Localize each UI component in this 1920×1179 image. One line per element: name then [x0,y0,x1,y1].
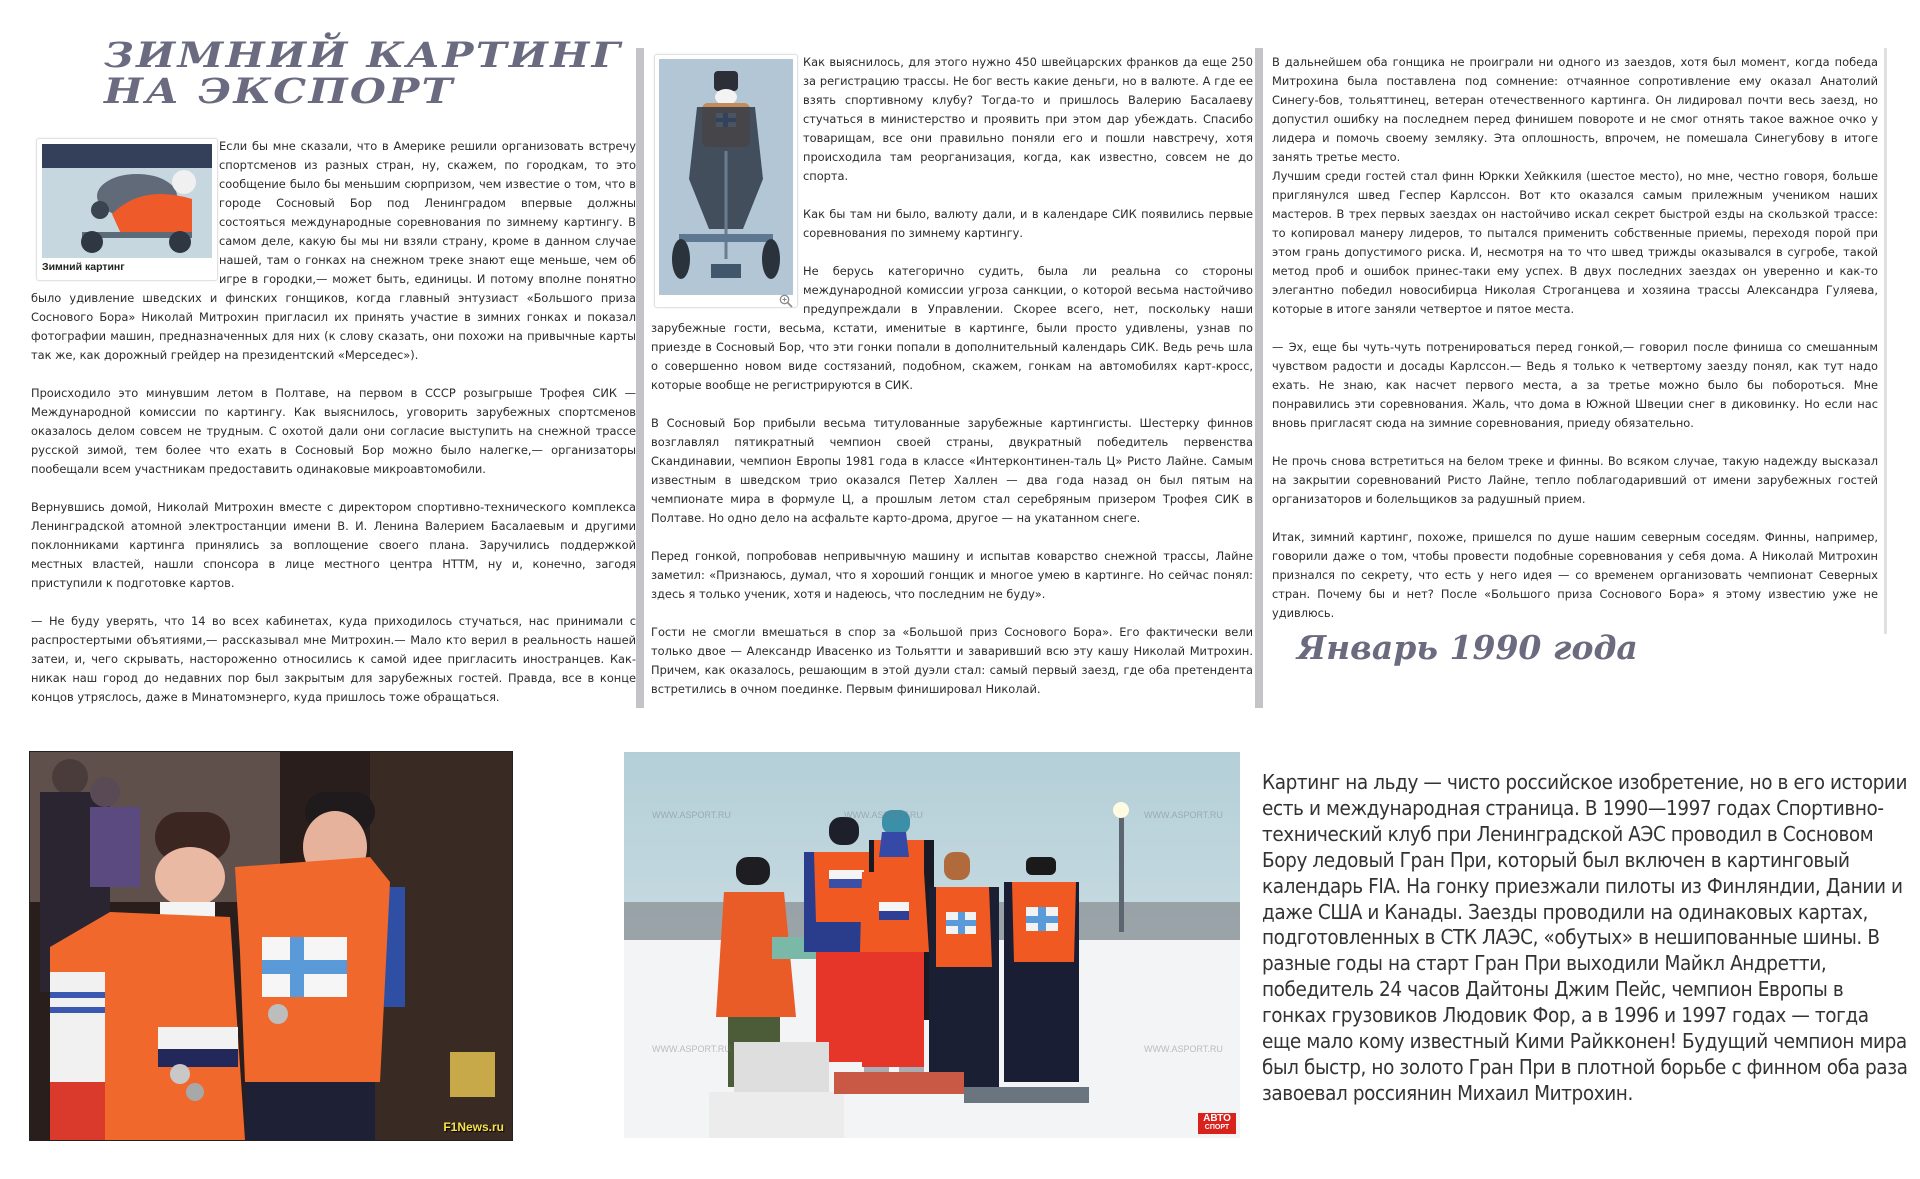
paragraph: Гости не смогли вмешаться в спор за «Большой приз Соснового Бора». Его фактически вели только двое — Александр Ивасенко из Тольятти и заваривший всю эту кашу Николай Митрохин. Причем, как оказалось, решающим в этой дуэли стал: самый первый заезд, где оба претендента встретились в очном поединке. Первым финишировал Николай. [651,625,1253,696]
paragraph: Не прочь снова встретиться на белом треке и финны. Во всяком случае, такую надежду высказал на закрытии соревнований Ристо Лайне, тепло поблагодаривший от имени зарубежных гостей организаторов и болельщиков за радушный прием. [1272,454,1878,506]
article-column-1 [31,137,636,726]
paragraph: — Эх, еще бы чуть-чуть потренироваться перед гонкой,— говорил после финиша со смешанным чувством радости и досады Карлссон.— Ведь я только к четвертому заезду понял, как тут надо ехать. Не знаю, как насчет первого места, а за третье можно было бы побороться. Мне понравились эти соревнования. Жаль, что дома в Южной Швеции снег в диковинку. Но если нас вновь пригласят сюда на зимние соревнования, приеду обязательно. [1272,340,1878,430]
watermark: WWW.ASPORT.RU [652,810,731,820]
person [929,852,999,1087]
paragraph: Лучшим среди гостей стал финн Юркки Хейккиля (шестое место), но мне, честно говоря, больше приглянулся швед Геспер Карлссон. Вот кто оказался самым прилежным учеником наших мастеров. В трех первых заездах он настойчиво искал секрет быстрой езды на скользкой трассе: то копировал манеру лидеров, то пытался применить собственные приемы, переходя порой при этом грань допустимого риска. И, несмотря на то что швед трижды оказывался в сугробе, такой метод проб и ошибок принес-таки ему успех. В двух последних заездах он уверенно и как-то элегантно победил новосибирца Николая Строганцева и хозяина трассы Александра Гуляева, которые в итоге заняли четвертое и пятое места. [1272,169,1878,316]
float-spacer [31,137,219,289]
paragraph: Перед гонкой, попробовав непривычную машину и испытав коварство снежной трассы, Лайне заметил: «Признаюсь, думал, что я хороший гонщик и многое умею в картинге. Но сейчас понял: здесь я только ученик, хотя и надеюсь, что последним не буду». [651,549,1253,601]
watermark-f1news: F1News.ru [443,1120,504,1134]
logo-line-2: СПОРТ [1204,1124,1230,1131]
paragraph: В дальнейшем оба гонщика не проиграли ни одного из заездов, хотя был момент, когда победа Митрохина была поставлена под сомнение: отчаянное сопротивление ему оказал Анатолий Синегу-бов, тольяттинец, ветеран отечественного картинга. Он лидировал почти весь заезд, но допустил ошибку на последнем перед финишем повороте и не смог отнять такое важное очко у лидера и помочь своему земляку. Эта оплошность, впрочем, не помешала Синегубову в итоге занять третье место. [1272,55,1878,164]
watermark: WWW.ASPORT.RU [652,1044,731,1054]
watermark: WWW.ASPORT.RU [1144,1044,1223,1054]
side-caption-text: Картинг на льду — чисто российское изобретение, но в его истории есть и международная страница. В 1990—1997 годах Спортивно-технический клуб при Ленинградской АЭС проводил в Сосновом Бору ледовый Гран При, который был включен в картинговый календарь FIA. На гонку приезжали пилоты из Финляндии, Дании и даже США и Канады. Заезды проводили на одинаковых картах, подготовленных в СТК ЛАЭС, «обутых» в нешипованные шины. В разные годы на старт Гран При выходили Майкл Андретти, победитель 24 часов Дайтоны Джим Пейс, чемпион Европы в гонках грузовиков Людовик Фор, а в 1996 и 1997 годах — тогда еще мало кому известный Кими Райкконен! Будущий чемпион мира был быстр, но золото Гран При в плотной борьбе с финном оба раза завоевал россиянин Михаил Митрохин. [1262,770,1908,1105]
paragraph: В Сосновый Бор прибыли весьма титулованные зарубежные картингисты. Шестерку финнов возглавлял пятикратный чемпион своей страны, двукратный победитель первенства Скандинавии, чемпион Европы 1981 года в классе «Интерконтинен-таль Ц» Ристо Лайне. Самым известным в шведском трио оказался Петер Халлен — два года назад он был пятым на чемпионате мира в формуле Ц, а прошлым летом стал серебряным призером Трофея СИК в Полтаве. Но одно дело на асфальте карто-дрома, другое — на укатанном снеге. [651,416,1253,525]
title-line-2: НА ЭКСПОРТ [104,71,455,112]
title-line-1: ЗИМНИЙ КАРТИНГ [104,35,623,76]
article-column-2 [651,53,1253,718]
article-title [104,35,623,112]
article-date: Январь 1990 года [1297,628,1638,667]
article-column-3 [1272,53,1878,642]
paragraph: — Не буду уверять, что 14 во всех кабинетах, куда приходилось стучаться, нас принимали с распростертыми объятиями,— рассказывал мне Митрохин.— Мало кто верил в реальность нашей затеи, и, чего скрывать, настороженно относились к самой идее пригласить иностранцев. Как-никак наш город до недавних пор был закрытым для зарубежных гостей. Правда, все в конце концов утряслось, даже в Минатомэнерго, куда пришлось тоже обращаться. [31,614,636,704]
paragraph: Не берусь категорично судить, была ли реальна со стороны международной комиссии угроза санкции, о которой весьма настойчиво предупреждали в Управлении. Скорее всего, нет, поскольку наши зарубежные гости, весьма, кстати, именитые в картинге, были просто удивлены, узнав по приезде в Сосновый Бор, что эти гонки попали в дополнительный календарь СИК. Ведь речь шла о совершенно новом виде состязаний, подобном, скажем, гонкам на автомобилях карт-кросс, которые вообще не регистрируются в СИК. [651,264,1253,392]
photo-podium-ceremony [624,752,1240,1138]
avtosport-logo [1198,1113,1236,1134]
thumbnail-caption: Зимний картинг [42,261,125,273]
paragraph: Как бы там ни было, валюту дали, и в календаре СИК появились первые соревнования по зимнему картингу. [803,207,1253,240]
person [1004,857,1079,1082]
paragraph: Если бы мне сказали, что в Америке решили организовать встречу спортсменов из разных стран, ну, скажем, по городкам, то это сообщение было бы меньшим сюрпризом, чем известие о том, что в городе Сосновый Бор под Ленинградом впервые должны состояться международные соревнования по зимнему картингу. В самом деле, какую бы мы ни взяли страну, кроме в данном случае нашей, там о гонках на снежном треке знают еще меньше, чем об игре в городки,— может быть, единицы. И потому вполне понятно было удивление шведских и финских гонщиков, когда главный энтузиаст «Большого приза Соснового Бора» Николай Митрохин пригласил их принять участие в зимних гонках и показал фотографии машин, предназначенных для них (к слову сказать, они похожи на привычные карты так же, как дорожный грейдер на президентский «Мерседес»). [31,139,636,362]
photo-two-drivers-with-medals [29,751,513,1141]
watermark: WWW.ASPORT.RU [1144,810,1223,820]
paragraph: Происходило это минувшим летом в Полтаве, на первом в СССР розыгрыше Трофея СИК — Международной комиссии по картингу. Как выяснилось, уговорить зарубежных спортсменов оказалось делом совсем не трудным. С охотой дали они согласие выступить на снежной трассе русской зимой, тем более что ехать в Сосновый Бор можно было налегке,— организаторы пообещали всем участникам предоставить одинаковые микроавтомобили. [31,386,636,476]
watermark: WWW.ASPORT.RU [844,810,923,820]
paragraph: Как выяснилось, для этого нужно 450 швейцарских франков да еще 250 за регистрацию трассы. Не бог весть какие деньги, но в валюте. А где ее взять спортивному клубу? Тогда-то и пришлось Валерию Басалаеву стучаться в министерство и проявить при этом дар убеждать. Спасибо товарищам, все они правильно поняли его и пошли навстречу, хотя происходила там реорганизация, когда, как известно, совсем не до спорта. [803,55,1253,183]
column-border [1884,48,1887,634]
paragraph: Итак, зимний картинг, похоже, пришелся по душе нашим северным соседям. Финны, например, говорили даже о том, чтобы провести подобные соревнования у себя дома. А Николай Митрохин признался по секрету, что есть у него идея — со временем организовать чемпионат Северных стран. Почему бы и нет? После «Большого приза Соснового Бора» я этому известию уже не удивлюсь. [1272,530,1878,620]
float-spacer [651,53,803,318]
logo-line-1: АВТО [1203,1113,1231,1124]
paragraph: Вернувшись домой, Николай Митрохин вместе с директором спортивно-технического комплекса Ленинградской атомной электростанции имени В. И. Ленина Валерием Басалаевым и другими поклонниками картинга принялись за воплощение своего плана. Заручились поддержкой местных властей, нашли спонсора в лице местного центра НТТМ, ну и, конечно, загодя приступили к подготовке картов. [31,500,636,590]
column-divider [1255,48,1263,708]
column-divider [636,48,644,708]
